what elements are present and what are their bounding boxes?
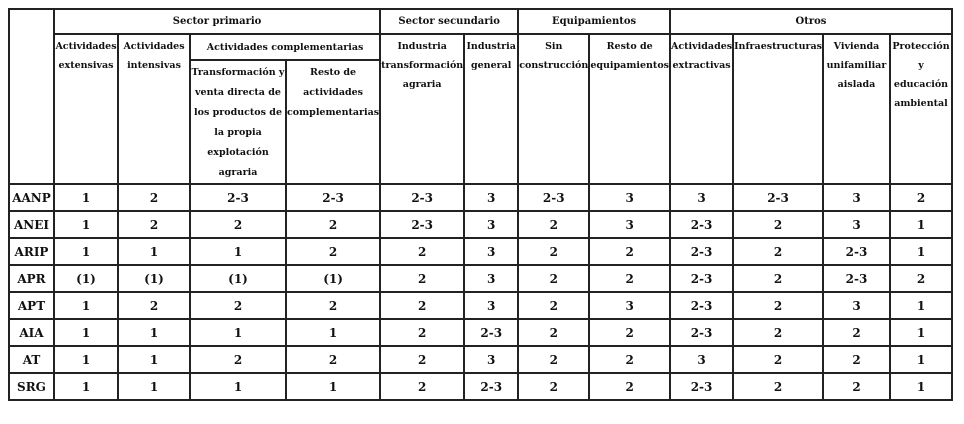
table-cell: 2: [119, 293, 191, 320]
row-label: ANEI: [10, 212, 55, 239]
table-cell: 2: [891, 266, 953, 293]
col-header-industria-general: Industria general: [465, 35, 519, 185]
table-cell: 2-3: [519, 185, 590, 212]
table-cell: 1: [119, 239, 191, 266]
table-cell: 2: [191, 293, 287, 320]
table-cell: 2: [824, 347, 891, 374]
table-cell: 2: [734, 347, 824, 374]
table-cell: 2: [824, 320, 891, 347]
table-cell: 2-3: [465, 320, 519, 347]
group-sector-primario: Sector primario: [55, 10, 381, 35]
table-cell: 2-3: [191, 185, 287, 212]
table-cell: 2: [519, 293, 590, 320]
table-cell: 1: [191, 239, 287, 266]
table-cell: 2: [734, 239, 824, 266]
table-row: [10, 185, 953, 212]
row-label: ARIP: [10, 239, 55, 266]
table-cell: 1: [891, 239, 953, 266]
table-cell: 2: [287, 293, 381, 320]
table-cell: 3: [465, 266, 519, 293]
table-cell: (1): [55, 266, 119, 293]
table-cell: (1): [287, 266, 381, 293]
table-cell: 3: [465, 185, 519, 212]
table-cell: 1: [55, 320, 119, 347]
row-label: AT: [10, 347, 55, 374]
table-row: [10, 374, 953, 401]
table-cell: 3: [590, 212, 671, 239]
table-cell: 2: [381, 293, 465, 320]
table-cell: 1: [119, 374, 191, 401]
group-equipamientos: Equipamientos: [519, 10, 671, 35]
table-cell: 2-3: [671, 293, 734, 320]
table-cell: (1): [191, 266, 287, 293]
table-cell: 1: [191, 320, 287, 347]
table-row: [10, 320, 953, 347]
table-cell: 2-3: [287, 185, 381, 212]
table-cell: 2-3: [671, 266, 734, 293]
table-cell: 2: [734, 212, 824, 239]
table-row: [10, 239, 953, 266]
group-sector-secundario: Sector secundario: [381, 10, 519, 35]
table-cell: 1: [891, 320, 953, 347]
table-cell: 2: [734, 266, 824, 293]
table-cell: 3: [824, 293, 891, 320]
table-cell: 2: [381, 266, 465, 293]
group-header-row: [10, 10, 953, 35]
row-label: AIA: [10, 320, 55, 347]
col-header-transformacion: Transformación y venta directa de los productos de la propia explotación agraria: [191, 61, 287, 185]
land-use-table: [8, 8, 953, 401]
table-cell: 1: [287, 320, 381, 347]
row-label: APR: [10, 266, 55, 293]
table-cell: 2: [590, 320, 671, 347]
table-row: [10, 266, 953, 293]
table-cell: 1: [55, 239, 119, 266]
table-cell: 1: [119, 347, 191, 374]
table-cell: 2: [191, 212, 287, 239]
table-cell: 1: [55, 212, 119, 239]
table-cell: 3: [465, 239, 519, 266]
table-cell: 3: [465, 293, 519, 320]
table-cell: 2: [287, 212, 381, 239]
table-body: [10, 185, 953, 401]
table-cell: 3: [465, 347, 519, 374]
table-cell: 1: [891, 347, 953, 374]
table-cell: 1: [119, 320, 191, 347]
col-header-industria-agraria: Industria transformación agraria: [381, 35, 465, 185]
table-header: [10, 10, 953, 185]
row-label: SRG: [10, 374, 55, 401]
table-cell: 2: [119, 185, 191, 212]
col-header-vivienda: Vivienda unifamiliar aislada: [824, 35, 891, 185]
table-cell: 3: [671, 347, 734, 374]
table-cell: 2: [519, 347, 590, 374]
table-cell: 1: [55, 185, 119, 212]
table-cell: 2: [381, 347, 465, 374]
table-cell: 2: [590, 374, 671, 401]
col-header-intensivas: Actividades intensivas: [119, 35, 191, 185]
table-cell: 2-3: [671, 239, 734, 266]
table-row: [10, 347, 953, 374]
table-cell: 2: [734, 293, 824, 320]
table-cell: 2: [287, 239, 381, 266]
table-cell: 2-3: [671, 212, 734, 239]
table-cell: 2-3: [671, 320, 734, 347]
table-row: [10, 212, 953, 239]
table-cell: 3: [465, 212, 519, 239]
table-cell: 3: [590, 185, 671, 212]
table-cell: 2: [891, 185, 953, 212]
table-cell: 2: [824, 374, 891, 401]
table-cell: 2: [519, 239, 590, 266]
table-cell: 1: [891, 293, 953, 320]
table-cell: 2: [191, 347, 287, 374]
table-cell: 2-3: [465, 374, 519, 401]
col-header-infraestructuras: Infraestructuras: [734, 35, 824, 185]
row-label: APT: [10, 293, 55, 320]
table-cell: (1): [119, 266, 191, 293]
table-cell: 2: [519, 374, 590, 401]
table-cell: 1: [55, 374, 119, 401]
col-header-resto-actividades: Resto de actividades complementarias: [287, 61, 381, 185]
group-otros: Otros: [671, 10, 953, 35]
table-cell: 2: [119, 212, 191, 239]
col-header-sin-construccion: Sin construcción: [519, 35, 590, 185]
table-cell: 1: [55, 293, 119, 320]
table-cell: 3: [671, 185, 734, 212]
table-cell: 2-3: [734, 185, 824, 212]
table-cell: 2: [734, 374, 824, 401]
table-cell: 2: [381, 374, 465, 401]
col-header-proteccion: Protección y educación ambiental: [891, 35, 953, 185]
row-label: AANP: [10, 185, 55, 212]
table-cell: 2: [381, 239, 465, 266]
table-cell: 1: [55, 347, 119, 374]
table-cell: 2: [381, 320, 465, 347]
table-cell: 2-3: [824, 266, 891, 293]
table-cell: 1: [891, 212, 953, 239]
table-cell: 3: [824, 185, 891, 212]
table-container: [8, 8, 953, 401]
column-header-row: [10, 35, 953, 61]
table-cell: 2-3: [381, 212, 465, 239]
table-cell: 2: [519, 320, 590, 347]
table-cell: 2: [590, 266, 671, 293]
table-cell: 2: [590, 347, 671, 374]
corner-cell: [10, 10, 55, 185]
col-header-resto-equipamientos: Resto de equipamientos: [590, 35, 671, 185]
table-cell: 2: [287, 347, 381, 374]
table-cell: 2: [590, 239, 671, 266]
table-cell: 2-3: [671, 374, 734, 401]
table-cell: 3: [824, 212, 891, 239]
table-cell: 3: [590, 293, 671, 320]
table-cell: 1: [287, 374, 381, 401]
col-header-extractivas: Actividades extractivas: [671, 35, 734, 185]
table-cell: 2-3: [381, 185, 465, 212]
table-cell: 2: [519, 266, 590, 293]
table-row: [10, 293, 953, 320]
table-cell: 2: [519, 212, 590, 239]
table-cell: 2: [734, 320, 824, 347]
table-cell: 2-3: [824, 239, 891, 266]
col-header-extensivas: Actividades extensivas: [55, 35, 119, 185]
table-cell: 1: [191, 374, 287, 401]
subgroup-complementarias: Actividades complementarias: [191, 35, 381, 61]
table-cell: 1: [891, 374, 953, 401]
